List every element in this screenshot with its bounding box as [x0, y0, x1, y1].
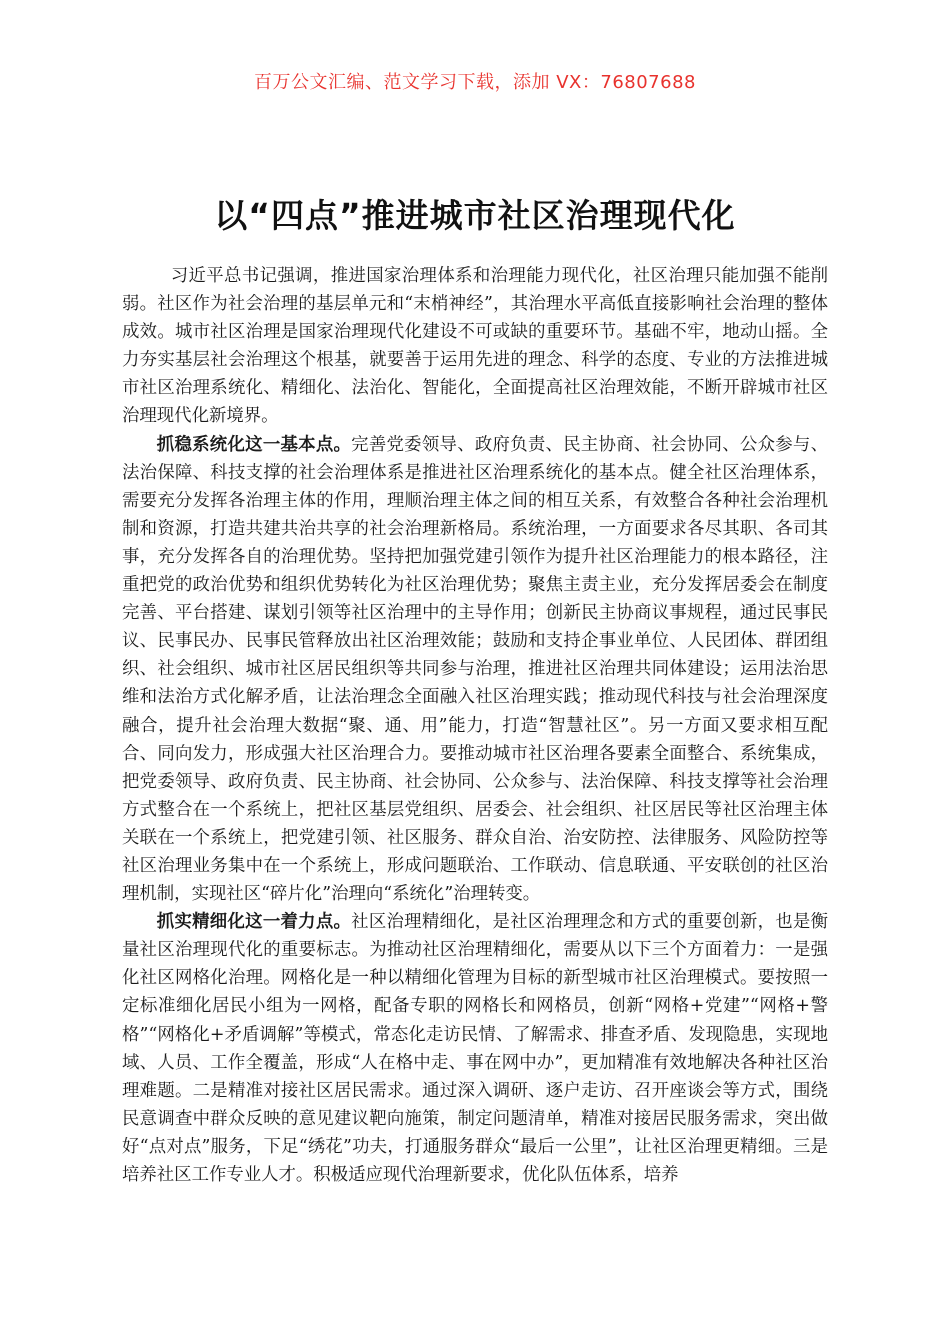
- paragraph-text: 习近平总书记强调，推进国家治理体系和治理能力现代化，社区治理只能加强不能削弱。社区作为社会治理的基层单元和“末梢神经”，其治理水平高低直接影响社会治理的整体成效。城市社区治理是国家治理现代化建设不可或缺的重要环节。基础不牢，地动山摇。全力夯实基层社会治理这个根基，就要善于运用先进的理念、科学的态度、专业的方法推进城市社区治理系统化、精细化、法治化、智能化，全面提高社区治理效能，不断开辟城市社区治理现代化新境界。: [122, 266, 828, 427]
- paragraph-refinement: [122, 908, 828, 1189]
- article-title: 以“四点”推进城市社区治理现代化: [214, 196, 736, 235]
- paragraph-lead: 抓稳系统化这一基本点。: [156, 434, 352, 455]
- article-body: [122, 262, 828, 1189]
- paragraph-text: 完善党委领导、政府负责、民主协商、社会协同、公众参与、法治保障、科技支撑的社会治理体系是推进社区治理系统化的基本点。健全社区治理体系，需要充分发挥各治理主体的作用，理顺治理主体之间的相互关系，有效整合各种社会治理机制和资源，打造共建共治共享的社会治理新格局。系统治理，一方面要求各尽其职、各司其事，充分发挥各自的治理优势。坚持把加强党建引领作为提升社区治理能力的根本路径，注重把党的政治优势和组织优势转化为社区治理优势；聚焦主责主业，充分发挥居委会在制度完善、平台搭建、谋划引领等社区治理中的主导作用；创新民主协商议事规程，通过民事民议、民事民办、民事民管释放出社区治理效能；鼓励和支持企事业单位、人民团体、群团组织、社会组织、城市社区居民组织等共同参与治理，推进社区治理共同体建设；运用法治思维和法治方式化解矛盾，让法治理念全面融入社区治理实践；推动现代科技与社会治理深度融合，提升社会治理大数据“聚、通、用”能力，打造“智慧社区”。另一方面又要求相互配合、同向发力，形成强大社区治理合力。要推动城市社区治理各要素全面整合、系统集成，把党委领导、政府负责、民主协商、社会协同、公众参与、法治保障、科技支撑等社会治理方式整合在一个系统上，把社区基层党组织、居委会、社会组织、社区居民等社区治理主体关联在一个系统上，把党建引领、社区服务、群众自治、治安防控、法律服务、风险防控等社区治理业务集中在一个系统上，形成问题联治、工作联动、信息联通、平安联创的社区治理机制，实现社区“碎片化”治理向“系统化”治理转变。: [122, 434, 828, 905]
- watermark-banner: 百万公文汇编、范文学习下载，添加 VX：76807688: [254, 72, 696, 93]
- paragraph-systematization: [122, 431, 828, 909]
- paragraph-text: 社区治理精细化，是社区治理理念和方式的重要创新，也是衡量社区治理现代化的重要标志。为推动社区治理精细化，需要从以下三个方面着力：一是强化社区网格化治理。网格化是一种以精细化管理为目标的新型城市社区治理模式。要按照一定标准细化居民小组为一网格，配备专职的网格长和网格员，创新“网格+党建”“网格+警格”“网格化+矛盾调解”等模式，常态化走访民情、了解需求、排查矛盾、发现隐患，实现地域、人员、工作全覆盖，形成“人在格中走、事在网中办”，更加精准有效地解决各种社区治理难题。二是精准对接社区居民需求。通过深入调研、逐户走访、召开座谈会等方式，围绕民意调查中群众反映的意见建议靶向施策，制定问题清单，精准对接居民服务需求，突出做好“点对点”服务，下足“绣花”功夫，打通服务群众“最后一公里”，让社区治理更精细。三是培养社区工作专业人才。积极适应现代治理新要求，优化队伍体系，培养: [122, 912, 828, 1185]
- paragraph-lead: 抓实精细化这一着力点。: [156, 912, 352, 933]
- paragraph-intro: [122, 262, 828, 431]
